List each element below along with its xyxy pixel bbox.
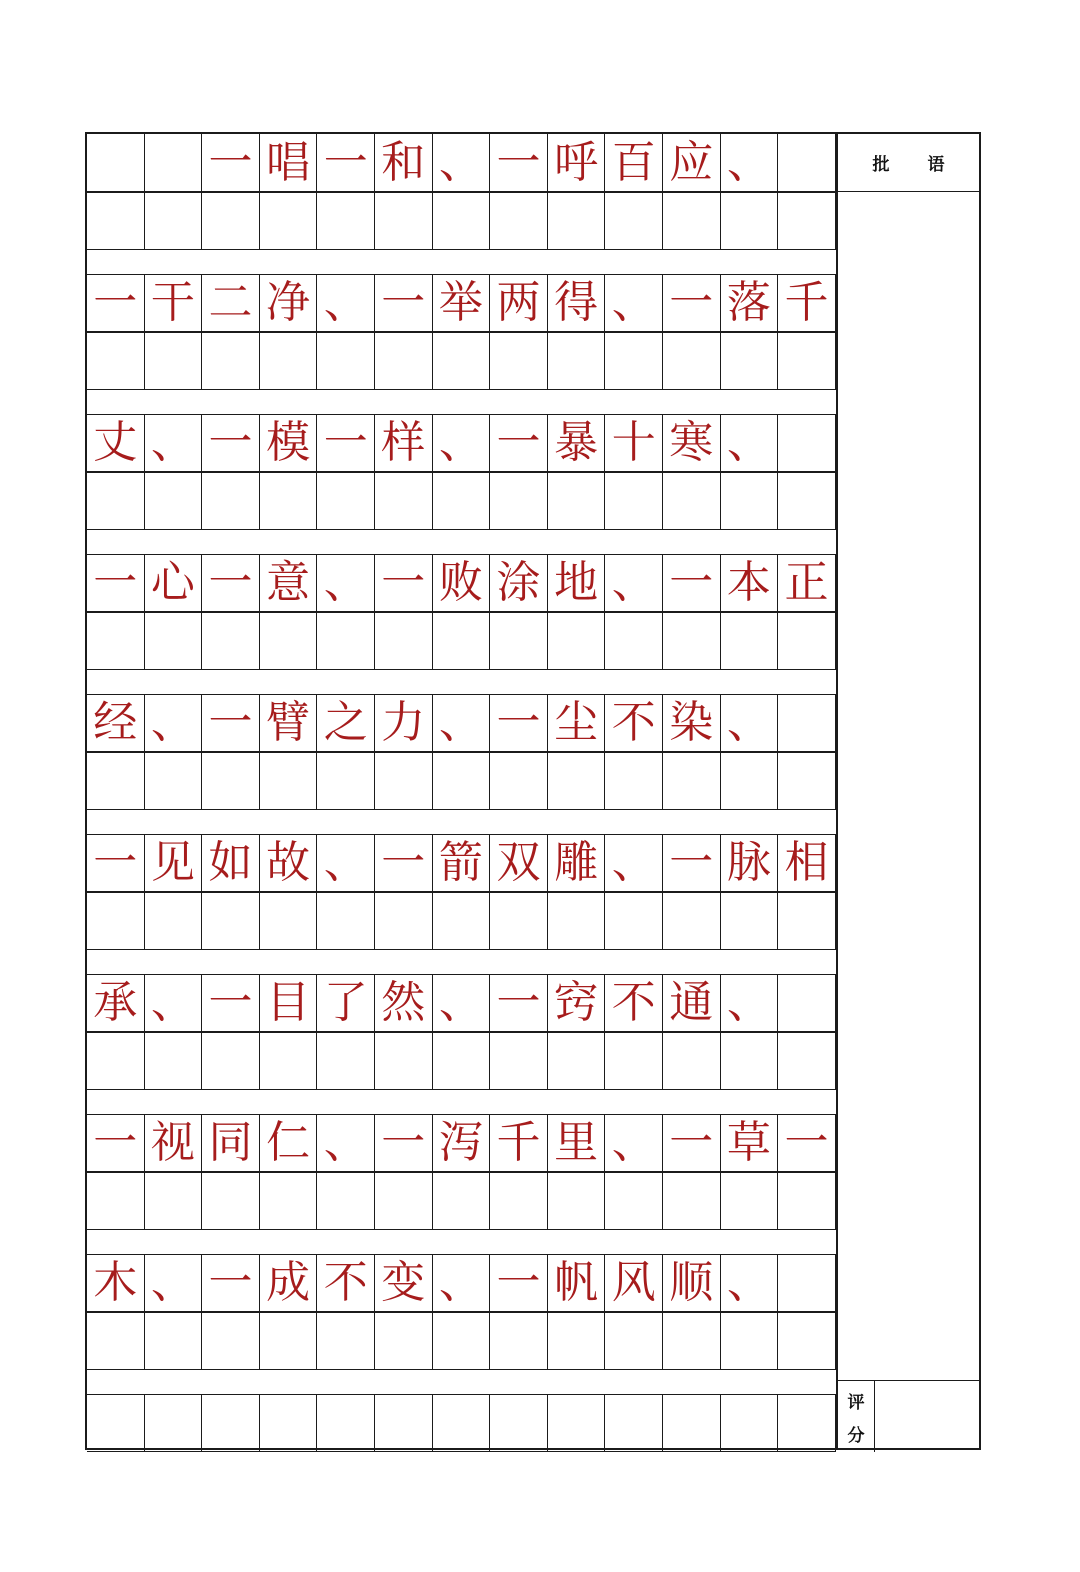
score-label-char-2: 分 (847, 1425, 865, 1446)
blank-cell[interactable] (317, 1313, 375, 1369)
blank-cell[interactable] (721, 1173, 779, 1229)
character-cell[interactable]: 一 (202, 134, 260, 191)
blank-cell[interactable] (375, 1313, 433, 1369)
character-cell[interactable]: 两 (490, 275, 548, 331)
writing-row (87, 694, 836, 752)
character-cell[interactable]: 不 (605, 975, 663, 1031)
character-cell[interactable]: 千 (490, 1115, 548, 1171)
character-cell[interactable]: 一 (202, 975, 260, 1031)
blank-cell[interactable] (375, 1173, 433, 1229)
character-cell[interactable]: 然 (375, 975, 433, 1031)
character-cell[interactable] (433, 1395, 491, 1451)
blank-cell[interactable] (87, 1313, 145, 1369)
blank-cell[interactable] (490, 473, 548, 529)
blank-cell[interactable] (317, 193, 375, 249)
character-cell[interactable]: 十 (605, 415, 663, 471)
blank-cell[interactable] (605, 473, 663, 529)
blank-cell[interactable] (548, 473, 606, 529)
character-cell[interactable]: 成 (260, 1255, 318, 1311)
blank-cell[interactable] (548, 1173, 606, 1229)
blank-cell[interactable] (145, 1033, 203, 1089)
blank-cell[interactable] (721, 193, 779, 249)
blank-cell[interactable] (605, 333, 663, 389)
blank-cell[interactable] (260, 1173, 318, 1229)
character-cell[interactable] (778, 695, 836, 751)
blank-cell[interactable] (145, 893, 203, 949)
character-cell[interactable]: 故 (260, 835, 318, 891)
character-cell[interactable]: 目 (260, 975, 318, 1031)
blank-cell[interactable] (375, 333, 433, 389)
character-cell[interactable]: 一 (490, 415, 548, 471)
blank-cell[interactable] (433, 473, 491, 529)
blank-cell[interactable] (202, 333, 260, 389)
character-cell[interactable]: 和 (375, 134, 433, 191)
character-cell[interactable]: 涂 (490, 555, 548, 611)
blank-cell[interactable] (375, 473, 433, 529)
blank-cell[interactable] (260, 333, 318, 389)
character-cell[interactable]: 唱 (260, 134, 318, 191)
character-cell[interactable]: 一 (490, 975, 548, 1031)
character-cell[interactable] (145, 134, 203, 191)
character-cell[interactable] (663, 1395, 721, 1451)
blank-cell[interactable] (778, 613, 836, 669)
blank-cell[interactable] (375, 1033, 433, 1089)
character-cell[interactable]: 仁 (260, 1115, 318, 1171)
blank-cell[interactable] (260, 1313, 318, 1369)
character-cell[interactable]: 一 (490, 695, 548, 751)
character-cell[interactable]: 、 (145, 975, 203, 1031)
character-cell[interactable]: 净 (260, 275, 318, 331)
blank-cell[interactable] (260, 753, 318, 809)
blank-cell[interactable] (202, 753, 260, 809)
blank-cell[interactable] (260, 893, 318, 949)
blank-row (87, 332, 836, 390)
character-cell[interactable]: 得 (548, 275, 606, 331)
blank-cell[interactable] (721, 1033, 779, 1089)
blank-cell[interactable] (202, 1173, 260, 1229)
blank-cell[interactable] (375, 613, 433, 669)
character-cell[interactable]: 经 (87, 695, 145, 751)
blank-cell[interactable] (490, 613, 548, 669)
character-cell[interactable]: 臂 (260, 695, 318, 751)
side-panel (836, 134, 979, 1448)
blank-cell[interactable] (202, 893, 260, 949)
character-cell[interactable] (778, 415, 836, 471)
character-cell[interactable]: 、 (433, 1255, 491, 1311)
character-cell[interactable]: 一 (663, 275, 721, 331)
blank-cell[interactable] (605, 753, 663, 809)
character-cell[interactable]: 、 (433, 134, 491, 191)
character-cell[interactable] (145, 1395, 203, 1451)
blank-cell[interactable] (202, 1033, 260, 1089)
character-cell[interactable]: 相 (778, 835, 836, 891)
blank-cell[interactable] (145, 753, 203, 809)
blank-cell[interactable] (490, 753, 548, 809)
blank-cell[interactable] (548, 613, 606, 669)
character-cell[interactable]: 、 (721, 134, 779, 191)
blank-cell[interactable] (317, 333, 375, 389)
character-cell[interactable]: 一 (202, 555, 260, 611)
blank-cell[interactable] (548, 753, 606, 809)
blank-row (87, 892, 836, 950)
comment-header (838, 134, 979, 192)
character-cell[interactable]: 尘 (548, 695, 606, 751)
blank-cell[interactable] (663, 1173, 721, 1229)
character-cell[interactable] (605, 1395, 663, 1451)
blank-cell[interactable] (87, 1033, 145, 1089)
character-cell[interactable]: 、 (605, 275, 663, 331)
writing-row (87, 554, 836, 612)
character-cell[interactable]: 、 (721, 975, 779, 1031)
score-field[interactable] (875, 1381, 979, 1452)
writing-row (87, 1394, 836, 1452)
character-cell[interactable]: 力 (375, 695, 433, 751)
blank-cell[interactable] (663, 893, 721, 949)
blank-cell[interactable] (375, 753, 433, 809)
blank-cell[interactable] (433, 1033, 491, 1089)
blank-cell[interactable] (433, 1313, 491, 1369)
character-cell[interactable] (778, 134, 836, 191)
blank-cell[interactable] (317, 1173, 375, 1229)
blank-cell[interactable] (778, 753, 836, 809)
character-cell[interactable]: 一 (375, 275, 433, 331)
character-cell[interactable]: 同 (202, 1115, 260, 1171)
blank-cell[interactable] (663, 613, 721, 669)
blank-cell[interactable] (260, 193, 318, 249)
character-cell[interactable]: 一 (87, 275, 145, 331)
blank-cell[interactable] (87, 753, 145, 809)
character-cell[interactable]: 一 (663, 1115, 721, 1171)
character-cell[interactable]: 一 (663, 835, 721, 891)
blank-cell[interactable] (433, 893, 491, 949)
character-cell[interactable]: 、 (145, 415, 203, 471)
blank-cell[interactable] (433, 613, 491, 669)
character-cell[interactable] (317, 1395, 375, 1451)
character-cell[interactable] (778, 975, 836, 1031)
character-cell[interactable]: 一 (202, 415, 260, 471)
blank-cell[interactable] (663, 473, 721, 529)
character-cell[interactable]: 心 (145, 555, 203, 611)
character-cell[interactable]: 百 (605, 134, 663, 191)
character-cell[interactable] (490, 1395, 548, 1451)
blank-cell[interactable] (87, 1173, 145, 1229)
blank-cell[interactable] (317, 753, 375, 809)
character-cell[interactable]: 雕 (548, 835, 606, 891)
character-cell[interactable]: 如 (202, 835, 260, 891)
character-cell[interactable]: 一 (87, 835, 145, 891)
blank-cell[interactable] (721, 333, 779, 389)
blank-cell[interactable] (605, 1173, 663, 1229)
character-cell[interactable]: 、 (145, 1255, 203, 1311)
writing-row (87, 134, 836, 192)
blank-cell[interactable] (87, 613, 145, 669)
blank-cell[interactable] (145, 613, 203, 669)
character-cell[interactable]: 丈 (87, 415, 145, 471)
character-cell[interactable]: 、 (433, 975, 491, 1031)
blank-cell[interactable] (87, 193, 145, 249)
blank-cell[interactable] (375, 193, 433, 249)
character-cell[interactable]: 一 (202, 695, 260, 751)
character-cell[interactable]: 一 (202, 1255, 260, 1311)
character-cell[interactable]: 、 (605, 1115, 663, 1171)
character-cell[interactable]: 样 (375, 415, 433, 471)
blank-row (87, 1032, 836, 1090)
blank-row (87, 612, 836, 670)
character-cell[interactable]: 、 (317, 275, 375, 331)
character-cell[interactable]: 一 (778, 1115, 836, 1171)
character-cell[interactable]: 模 (260, 415, 318, 471)
blank-cell[interactable] (778, 333, 836, 389)
blank-cell[interactable] (202, 1313, 260, 1369)
blank-cell[interactable] (317, 473, 375, 529)
blank-row (87, 752, 836, 810)
character-cell[interactable]: 承 (87, 975, 145, 1031)
writing-row (87, 974, 836, 1032)
character-cell[interactable]: 箭 (433, 835, 491, 891)
character-cell[interactable] (87, 1395, 145, 1451)
character-cell[interactable]: 二 (202, 275, 260, 331)
blank-cell[interactable] (87, 333, 145, 389)
blank-cell[interactable] (145, 1313, 203, 1369)
character-cell[interactable]: 木 (87, 1255, 145, 1311)
blank-cell[interactable] (202, 473, 260, 529)
character-cell[interactable]: 本 (721, 555, 779, 611)
character-cell[interactable] (721, 1395, 779, 1451)
writing-row (87, 274, 836, 332)
blank-cell[interactable] (202, 193, 260, 249)
character-cell[interactable]: 变 (375, 1255, 433, 1311)
character-cell[interactable]: 脉 (721, 835, 779, 891)
blank-cell[interactable] (548, 193, 606, 249)
blank-cell[interactable] (721, 473, 779, 529)
character-cell[interactable]: 一 (375, 555, 433, 611)
blank-cell[interactable] (317, 613, 375, 669)
blank-cell[interactable] (375, 893, 433, 949)
character-cell[interactable]: 一 (490, 134, 548, 191)
character-cell[interactable] (375, 1395, 433, 1451)
blank-cell[interactable] (778, 893, 836, 949)
blank-cell[interactable] (260, 1033, 318, 1089)
blank-cell[interactable] (87, 473, 145, 529)
blank-row (87, 1312, 836, 1370)
blank-cell[interactable] (663, 333, 721, 389)
blank-cell[interactable] (778, 1033, 836, 1089)
character-cell[interactable]: 一 (87, 555, 145, 611)
character-cell[interactable]: 见 (145, 835, 203, 891)
blank-cell[interactable] (490, 893, 548, 949)
blank-cell[interactable] (433, 1173, 491, 1229)
blank-cell[interactable] (433, 333, 491, 389)
character-cell[interactable]: 不 (317, 1255, 375, 1311)
character-cell[interactable]: 一 (490, 1255, 548, 1311)
blank-cell[interactable] (548, 1313, 606, 1369)
character-cell[interactable]: 、 (605, 555, 663, 611)
character-cell[interactable]: 千 (778, 275, 836, 331)
blank-cell[interactable] (663, 193, 721, 249)
blank-cell[interactable] (663, 1313, 721, 1369)
character-cell[interactable]: 一 (87, 1115, 145, 1171)
character-cell[interactable]: 顺 (663, 1255, 721, 1311)
character-cell[interactable]: 、 (433, 415, 491, 471)
blank-row (87, 1172, 836, 1230)
character-cell[interactable] (778, 1395, 836, 1451)
character-cell[interactable]: 一 (375, 835, 433, 891)
blank-cell[interactable] (605, 613, 663, 669)
blank-cell[interactable] (605, 893, 663, 949)
blank-cell[interactable] (778, 473, 836, 529)
blank-cell[interactable] (490, 333, 548, 389)
blank-cell[interactable] (490, 193, 548, 249)
character-cell[interactable]: 、 (433, 695, 491, 751)
blank-cell[interactable] (260, 613, 318, 669)
blank-cell[interactable] (605, 193, 663, 249)
character-cell[interactable]: 呼 (548, 134, 606, 191)
character-cell[interactable]: 帆 (548, 1255, 606, 1311)
blank-cell[interactable] (490, 1313, 548, 1369)
character-cell[interactable]: 、 (317, 1115, 375, 1171)
character-cell[interactable]: 、 (317, 835, 375, 891)
blank-cell[interactable] (721, 613, 779, 669)
score-box (838, 1380, 979, 1452)
blank-cell[interactable] (548, 893, 606, 949)
character-cell[interactable]: 败 (433, 555, 491, 611)
character-cell[interactable]: 、 (721, 1255, 779, 1311)
character-cell[interactable]: 正 (778, 555, 836, 611)
character-cell[interactable] (87, 134, 145, 191)
blank-cell[interactable] (145, 193, 203, 249)
blank-cell[interactable] (202, 613, 260, 669)
character-cell[interactable]: 染 (663, 695, 721, 751)
blank-cell[interactable] (721, 753, 779, 809)
blank-cell[interactable] (433, 193, 491, 249)
character-cell[interactable] (202, 1395, 260, 1451)
blank-row (87, 472, 836, 530)
blank-cell[interactable] (605, 1313, 663, 1369)
character-cell[interactable]: 干 (145, 275, 203, 331)
character-cell[interactable] (548, 1395, 606, 1451)
blank-row (87, 192, 836, 250)
character-cell[interactable] (260, 1395, 318, 1451)
character-cell[interactable]: 、 (317, 555, 375, 611)
writing-row (87, 1114, 836, 1172)
character-cell[interactable]: 应 (663, 134, 721, 191)
practice-sheet (85, 132, 981, 1450)
character-cell[interactable]: 暴 (548, 415, 606, 471)
character-cell[interactable]: 泻 (433, 1115, 491, 1171)
blank-cell[interactable] (721, 1313, 779, 1369)
character-cell[interactable]: 视 (145, 1115, 203, 1171)
blank-cell[interactable] (778, 1173, 836, 1229)
blank-cell[interactable] (605, 1033, 663, 1089)
blank-cell[interactable] (663, 753, 721, 809)
blank-cell[interactable] (778, 1313, 836, 1369)
score-label-char-1: 评 (847, 1392, 865, 1413)
character-cell[interactable]: 、 (145, 695, 203, 751)
character-cell[interactable]: 、 (721, 415, 779, 471)
character-cell[interactable]: 举 (433, 275, 491, 331)
blank-cell[interactable] (490, 1173, 548, 1229)
character-cell[interactable]: 落 (721, 275, 779, 331)
writing-row (87, 414, 836, 472)
blank-cell[interactable] (260, 473, 318, 529)
character-cell[interactable]: 一 (663, 555, 721, 611)
character-cell[interactable]: 寒 (663, 415, 721, 471)
blank-cell[interactable] (317, 1033, 375, 1089)
blank-cell[interactable] (490, 1033, 548, 1089)
blank-cell[interactable] (548, 1033, 606, 1089)
blank-cell[interactable] (87, 893, 145, 949)
character-cell[interactable]: 一 (375, 1115, 433, 1171)
character-cell[interactable]: 里 (548, 1115, 606, 1171)
blank-cell[interactable] (145, 1173, 203, 1229)
blank-cell[interactable] (663, 1033, 721, 1089)
character-cell[interactable]: 意 (260, 555, 318, 611)
character-cell[interactable] (778, 1255, 836, 1311)
character-cell[interactable]: 双 (490, 835, 548, 891)
character-cell[interactable]: 、 (721, 695, 779, 751)
blank-cell[interactable] (721, 893, 779, 949)
blank-cell[interactable] (145, 473, 203, 529)
character-cell[interactable]: 之 (317, 695, 375, 751)
score-label (838, 1381, 875, 1452)
blank-cell[interactable] (778, 193, 836, 249)
blank-cell[interactable] (145, 333, 203, 389)
character-cell[interactable]: 了 (317, 975, 375, 1031)
blank-cell[interactable] (548, 333, 606, 389)
writing-row (87, 834, 836, 892)
character-cell[interactable]: 通 (663, 975, 721, 1031)
comment-label-char-2: 语 (927, 155, 945, 175)
blank-cell[interactable] (433, 753, 491, 809)
character-cell[interactable]: 风 (605, 1255, 663, 1311)
character-cell[interactable]: 一 (317, 415, 375, 471)
character-cell[interactable]: 地 (548, 555, 606, 611)
blank-cell[interactable] (317, 893, 375, 949)
character-cell[interactable]: 、 (605, 835, 663, 891)
character-cell[interactable]: 不 (605, 695, 663, 751)
character-cell[interactable]: 一 (317, 134, 375, 191)
character-cell[interactable]: 草 (721, 1115, 779, 1171)
writing-row (87, 1254, 836, 1312)
character-cell[interactable]: 窍 (548, 975, 606, 1031)
comment-label-char-1: 批 (872, 155, 890, 175)
